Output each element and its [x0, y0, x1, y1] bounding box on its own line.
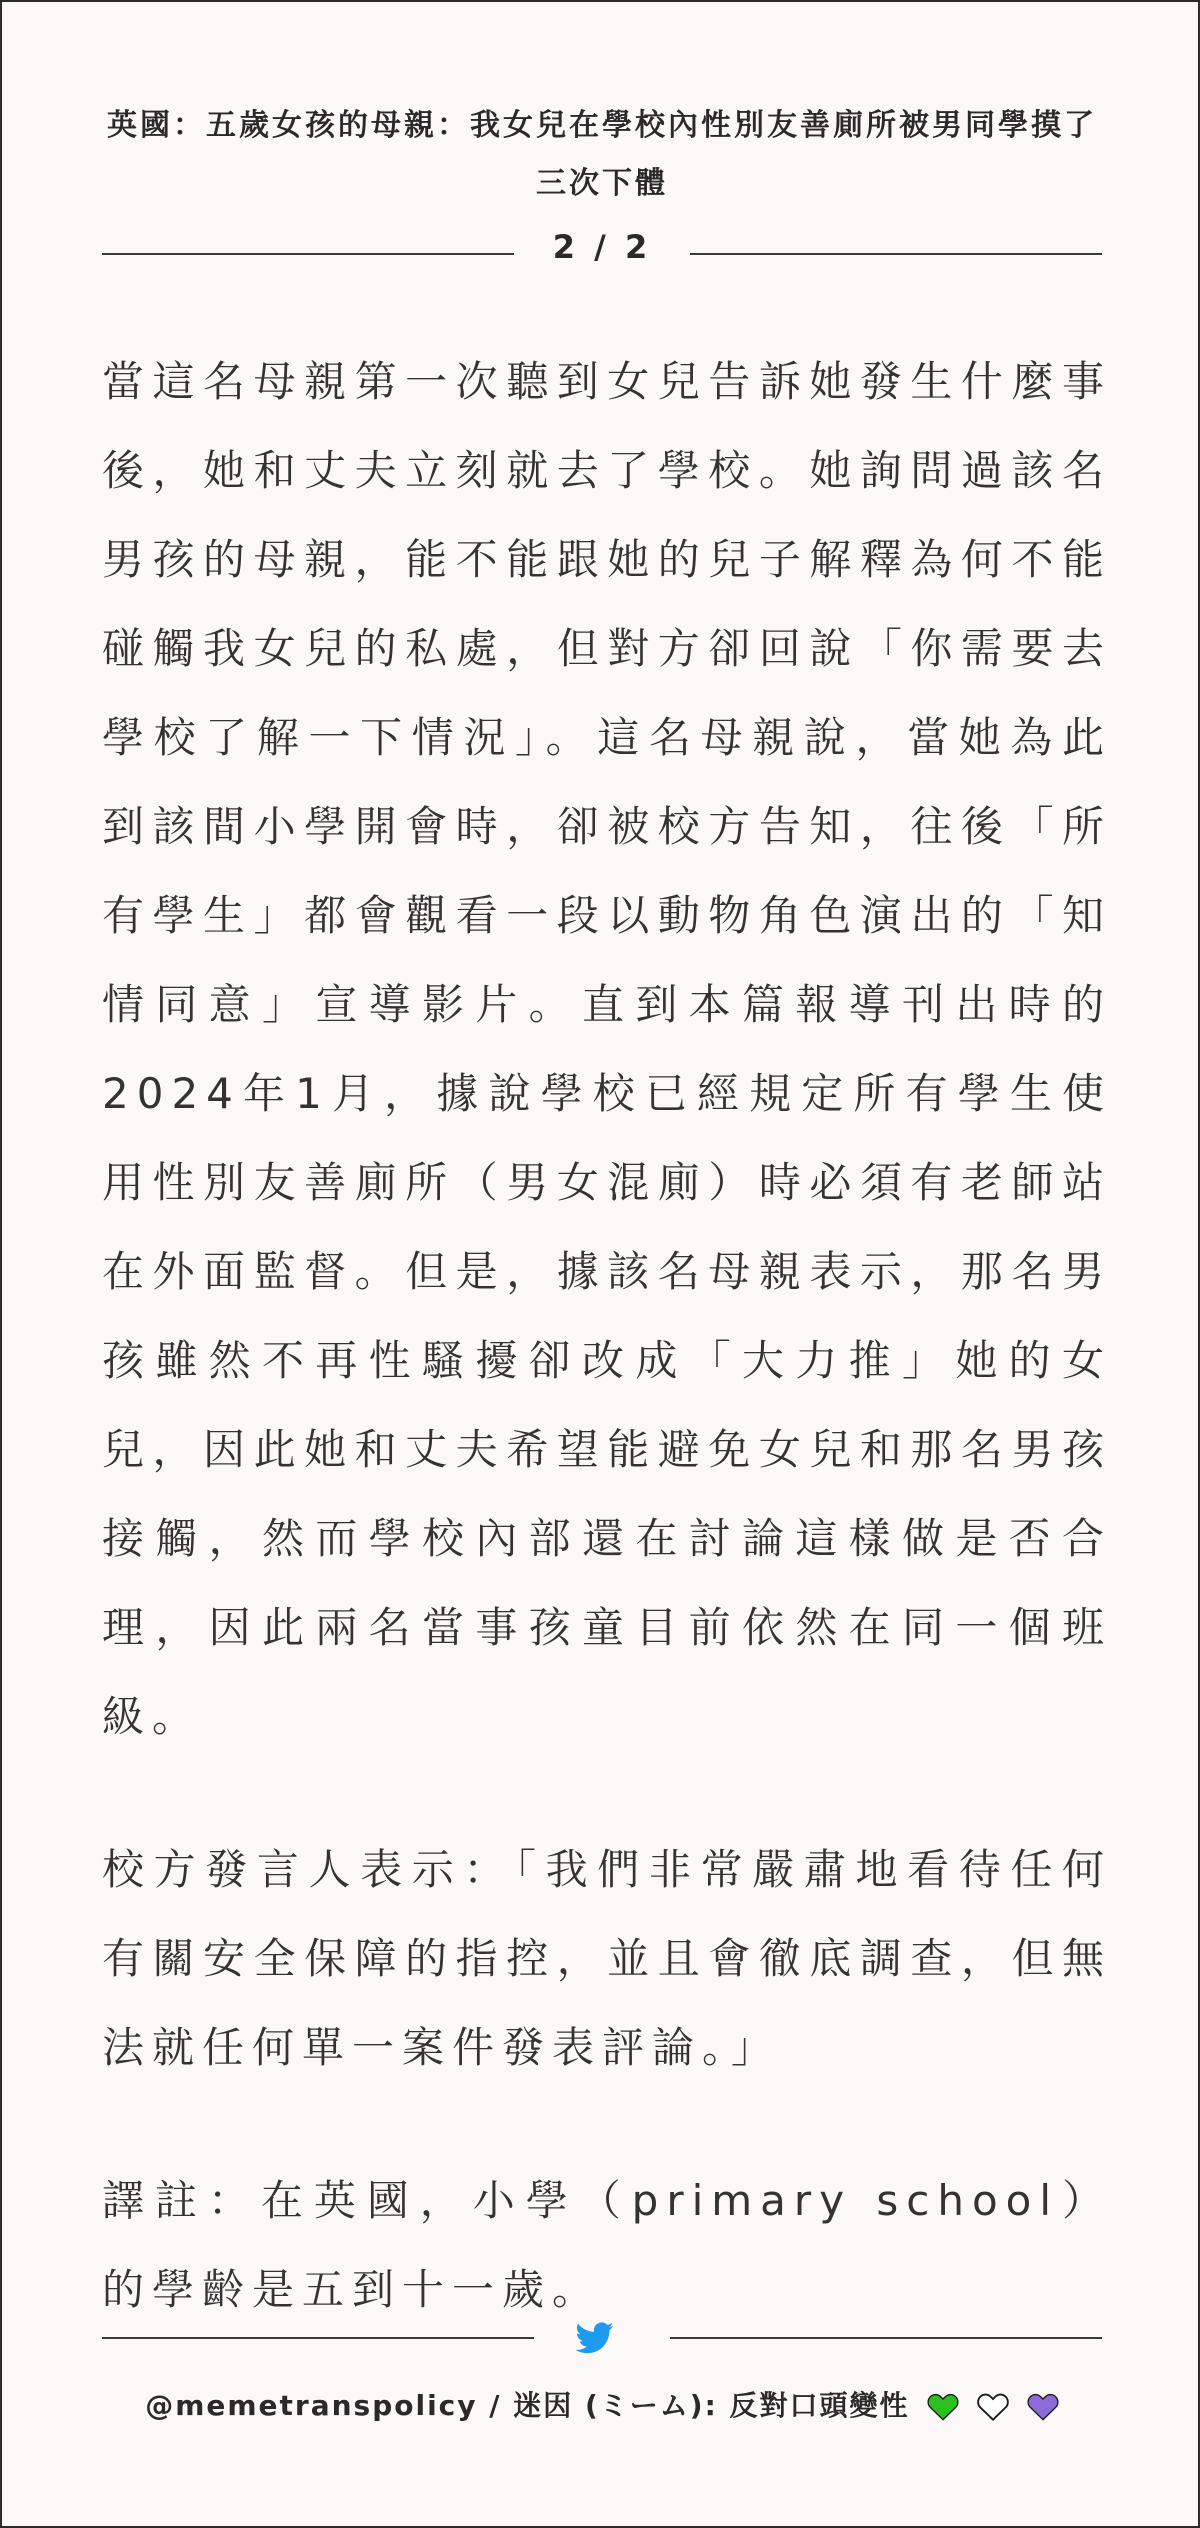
purple-heart-icon: [1027, 2393, 1059, 2421]
page-indicator: 2 / 2: [552, 228, 652, 266]
footer-divider-right: [670, 2337, 1102, 2339]
green-heart-icon: [927, 2393, 959, 2421]
footer-divider-left: [102, 2337, 534, 2339]
article-body: [102, 337, 1112, 2334]
paragraph-school-statement: 校方發言人表示：「我們非常嚴肅地看待任何有關安全保障的指控，並且會徹底調查，但無法就任何單一案件發表評論。」: [102, 1845, 1112, 2072]
white-heart-icon: [977, 2393, 1009, 2421]
post-title: 英國：五歲女孩的母親：我女兒在學校內性別友善廁所被男同學摸了三次下體: [107, 108, 1097, 201]
twitter-bird-icon: [576, 2322, 614, 2354]
header-divider-left: [102, 253, 514, 255]
paragraph-main: 當這名母親第一次聽到女兒告訴她發生什麼事後，她和丈夫立刻就去了學校。她詢問過該名男孩的母親，能不能跟她的兒子解釋為何不能碰觸我女兒的私處，但對方卻回說「你需要去學校了解一下情況」。這名母親說，當她為此到該間小學開會時，卻被校方告知，往後「所有學生」都會觀看一段以動物角色演出的「知情同意」宣導影片。直到本篇報導刊出時的2024年1月，據說學校已經規定所有學生使用性別友善廁所（男女混廁）時必須有老師站在外面監督。但是，據該名母親表示，那名男孩雖然不再性騷擾卻改成「大力推」她的女兒，因此她和丈夫希望能避免女兒和那名男孩接觸，然而學校內部還在討論這樣做是否合理，因此兩名當事孩童目前依然在同一個班級。: [102, 357, 1112, 1741]
footer-credit: @memetranspolicy / 迷因 (ミーム): 反對口頭變性: [145, 2389, 910, 2422]
footer-credit-line: [42, 2382, 1162, 2430]
paragraph-translator-note: 譯註：在英國，小學（primary school）的學齡是五到十一歲。: [102, 2176, 1112, 2314]
header-divider-right: [690, 253, 1102, 255]
